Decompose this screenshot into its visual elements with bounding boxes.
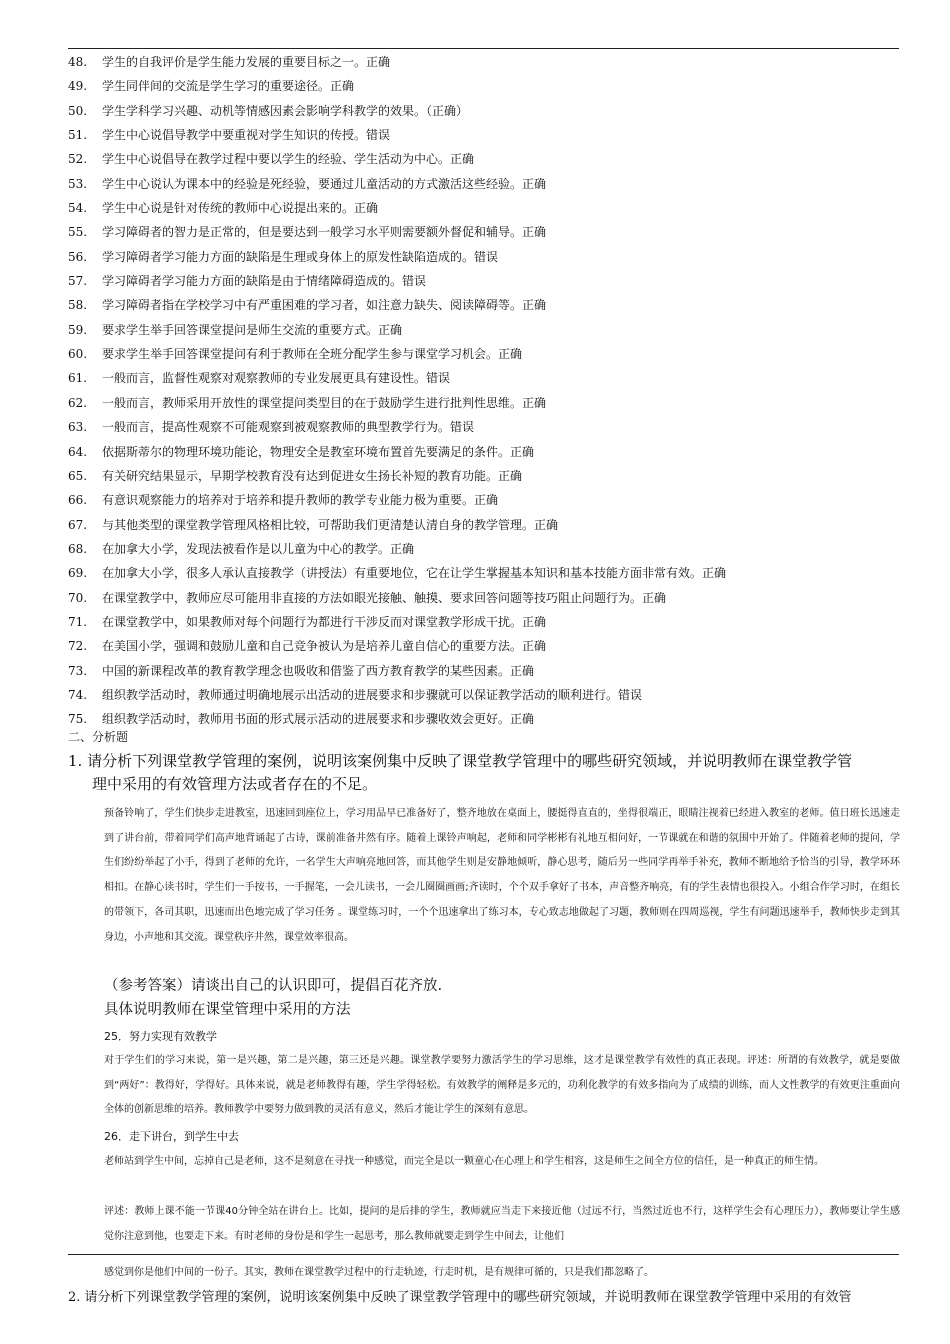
- item-number: 71.: [68, 614, 88, 629]
- item-number: 73.: [68, 663, 88, 678]
- list-item: [68, 415, 908, 439]
- item-text: 在美国小学，强调和鼓励儿童和自己竞争被认为是培养儿童自信心的重要方法。正确: [102, 639, 547, 654]
- list-item: [68, 391, 908, 415]
- item-text: 学生学科学习兴趣、动机等情感因素会影响学科教学的效果。（正确）: [102, 103, 469, 118]
- item-text: 在课堂教学中，教师应尽可能用非直接的方法如眼光接触、触摸、要求回答问题等技巧阻止问题行为。正确: [102, 590, 667, 605]
- item-number: 61.: [68, 371, 88, 386]
- item-text: 学生中心说是针对传统的教师中心说提出来的。正确: [102, 201, 379, 216]
- item-number: 60.: [68, 347, 88, 362]
- item-text: 一般而言，提高性观察不可能观察到被观察教师的典型教学行为。错误: [102, 420, 475, 435]
- item-text: 学生中心说倡导在教学过程中要以学生的经验、学生活动为中心。正确: [102, 152, 475, 167]
- list-item: [68, 464, 908, 488]
- item-text: 在加拿大小学，很多人承认直接教学（讲授法）有重要地位，它在让学生掌握基本知识和基本技能方面非常有效。正确: [102, 566, 727, 581]
- list-item: [68, 269, 908, 293]
- item-number: 72.: [68, 639, 88, 654]
- continued-text: 感觉到你是他们中间的一份子。其实，教师在课堂教学过程中的行走轨迹，行走时机，是有规律可循的，只是我们都忽略了。: [104, 1267, 654, 1278]
- item-text: 组织教学活动时，教师用书面的形式展示活动的进展要求和步骤收效会更好。正确: [102, 712, 535, 727]
- list-item: [68, 245, 908, 269]
- item-text: 要求学生举手回答课堂提问有利于教师在全班分配学生参与课堂学习机会。正确: [102, 347, 523, 362]
- page-break-rule: [68, 1254, 899, 1255]
- item-number: 68.: [68, 541, 88, 556]
- item-text: 有关研究结果显示，早期学校教育没有达到促进女生扬长补短的教育功能。正确: [102, 468, 523, 483]
- item-text: 学生同伴间的交流是学生学习的重要途径。正确: [102, 79, 355, 94]
- item-number: 51.: [68, 128, 88, 143]
- item-text: 一般而言，教师采用开放性的课堂提问类型目的在于鼓励学生进行批判性思维。正确: [102, 395, 547, 410]
- item-text: 学习障碍者学习能力方面的缺陷是生理或身体上的原发性缺陷造成的。错误: [102, 249, 499, 264]
- list-item: [68, 293, 908, 317]
- item-number: 55.: [68, 225, 88, 240]
- item-number: 67.: [68, 517, 88, 532]
- item-number: 53.: [68, 176, 88, 191]
- item-number: 59.: [68, 322, 88, 337]
- item-text: 学生中心说认为课本中的经验是死经验，要通过儿童活动的方式激活这些经验。正确: [102, 176, 547, 191]
- item-number: 64.: [68, 444, 88, 459]
- list-item: [68, 537, 908, 561]
- list-item: [68, 147, 908, 171]
- list-item: [68, 196, 908, 220]
- item-text: 在课堂教学中，如果教师对每个问题行为都进行干涉反而对课堂教学形成干扰。正确: [102, 614, 547, 629]
- question-1-line2: 理中采用的有效管理方法或者存在的不足。: [92, 775, 378, 793]
- list-item: [68, 440, 908, 464]
- item-text: 在加拿大小学，发现法被看作是以儿童为中心的教学。正确: [102, 541, 415, 556]
- list-item: [68, 610, 908, 634]
- item-number: 52.: [68, 152, 88, 167]
- list-item: [68, 366, 908, 390]
- method-title: 具体说明教师在课堂管理中采用的方法: [104, 1002, 351, 1018]
- item-text: 学习障碍者指在学校学习中有严重困难的学习者，如注意力缺失、阅读障碍等。正确: [102, 298, 547, 313]
- item-text: 中国的新课程改革的教育教学理念也吸收和借鉴了西方教育教学的某些因素。正确: [102, 663, 535, 678]
- item-number: 50.: [68, 103, 88, 118]
- item-number: 56.: [68, 249, 88, 264]
- list-item: [68, 50, 908, 74]
- subsection-25-text: 对于学生们的学习来说，第一是兴趣，第二是兴趣，第三还是兴趣。课堂教学要努力激活学生的学习思维，这才是课堂教学有效性的真正表现。评述：所谓的有效教学，就是要做到“两好”：教得好，学得好。具体来说，就是老师教得有趣，学生学得轻松。有效教学的阐释是多元的，功利化教学的有效多指向为了成绩的训练，而人文性教学的有效更注重面向全体的创新思维的培养。教师教学中要努力做到教的灵活有意义，然后才能让学生的深刻有意思。: [104, 1055, 900, 1116]
- item-number: 49.: [68, 79, 88, 94]
- list-item: [68, 659, 908, 683]
- item-number: 48.: [68, 55, 88, 69]
- item-text: 与其他类型的课堂教学管理风格相比较，可帮助我们更清楚认清自身的教学管理。正确: [102, 517, 559, 532]
- item-text: 学生中心说倡导教学中要重视对学生知识的传授。错误: [102, 128, 391, 143]
- list-item: [68, 683, 908, 707]
- item-number: 75.: [68, 712, 88, 727]
- item-text: 学生的自我评价是学生能力发展的重要目标之一。正确: [102, 55, 391, 69]
- item-text: 组织教学活动时，教师通过明确地展示出活动的进展要求和步骤就可以保证教学活动的顺利进行。错误: [102, 687, 643, 702]
- item-text: 依据斯蒂尔的物理环境功能论，物理安全是教室环境布置首先要满足的条件。正确: [102, 444, 535, 459]
- list-item: [68, 220, 908, 244]
- item-number: 62.: [68, 395, 88, 410]
- item-text: 学习障碍者学习能力方面的缺陷是由于情绪障碍造成的。错误: [102, 274, 427, 289]
- list-item: [68, 707, 908, 731]
- item-number: 69.: [68, 566, 88, 581]
- top-rule: [68, 48, 899, 49]
- item-number: 63.: [68, 420, 88, 435]
- item-number: 58.: [68, 298, 88, 313]
- section-heading: 二、分析题: [68, 730, 129, 744]
- true-false-list: [68, 50, 908, 732]
- list-item: [68, 586, 908, 610]
- case-paragraph: 预备铃响了，学生们快步走进教室，迅速回到座位上，学习用品早已准备好了，整齐地放在桌面上，腰挺得直直的，坐得很端正，眼睛注视着已经进入教室的老师。值日班长迅速走到了讲台前，带着同学们高声地背诵起了古诗，课前准备井然有序。随着上课铃声响起，老师和同学彬彬有礼地互相问好，一节课就在和谐的氛围中开始了。伴随着老师的提问，学生们纷纷举起了小手，得到了老师的允许，一名学生大声响亮地回答，而其他学生则是安静地倾听，静心思考，随后另一些同学再举手补充，教师不断地给予恰当的引导，教学环环相扣。在静心读书时，学生们一手按书，一手握笔，一会儿读书，一会儿圈圈画画;齐读时，个个双手拿好了书本，声音整齐响亮，有的学生表情也很投入。小组合作学习时，在组长的带领下，各司其职，迅速而出色地完成了学习任务 。课堂练习时，一个个迅速拿出了练习本，专心致志地做起了习题，教师则在四周巡视，学生有问题迅速举手，教师快步走到其身边，小声地和其交流。课堂秩序井然，课堂效率很高。: [104, 808, 900, 943]
- list-item: [68, 342, 908, 366]
- item-number: 57.: [68, 274, 88, 289]
- list-item: [68, 123, 908, 147]
- item-text: 学习障碍者的智力是正常的，但是要达到一般学习水平则需要额外督促和辅导。正确: [102, 225, 547, 240]
- list-item: [68, 561, 908, 585]
- item-number: 65.: [68, 468, 88, 483]
- list-item: [68, 74, 908, 98]
- item-number: 54.: [68, 201, 88, 216]
- list-item: [68, 513, 908, 537]
- list-item: [68, 318, 908, 342]
- item-text: 一般而言，监督性观察对观察教师的专业发展更具有建设性。错误: [102, 371, 451, 386]
- subsection-26-title: 26．走下讲台，到学生中去: [104, 1130, 239, 1143]
- list-item: [68, 99, 908, 123]
- list-item: [68, 172, 908, 196]
- subsection-26-text: 老师站到学生中间，忘掉自己是老师，这不是刻意在寻找一种感觉，而完全是以一颗童心在心理上和学生相容，这是师生之间全方位的信任，是一种真正的师生情。: [104, 1156, 824, 1167]
- item-number: 70.: [68, 590, 88, 605]
- reference-answer: （参考答案）请谈出自己的认识即可，提倡百花齐放.: [104, 978, 443, 994]
- question-2-line1: 2. 请分析下列课堂教学管理的案例，说明该案例集中反映了课堂教学管理中的哪些研究领域，并说明教师在课堂教学管理中采用的有效管: [68, 1290, 852, 1305]
- item-number: 74.: [68, 687, 88, 702]
- list-item: [68, 634, 908, 658]
- item-number: 66.: [68, 493, 88, 508]
- subsection-25-title: 25．努力实现有效教学: [104, 1030, 217, 1043]
- subsection-26-comment: 评述：教师上课不能一节课40分钟全站在讲台上。比如，提问的是后排的学生，教师就应当走下来接近他（过远不行，当然过近也不行，这样学生会有心理压力），教师要让学生感觉你注意到他，也要走下来。有时老师的身份是和学生一起思考，那么教师就要走到学生中间去，让他们: [104, 1206, 900, 1242]
- list-item: [68, 488, 908, 512]
- item-text: 有意识观察能力的培养对于培养和提升教师的教学专业能力极为重要。正确: [102, 493, 499, 508]
- item-text: 要求学生举手回答课堂提问是师生交流的重要方式。正确: [102, 322, 403, 337]
- question-2: [68, 1286, 904, 1309]
- question-1-line1: 1. 请分析下列课堂教学管理的案例，说明该案例集中反映了课堂教学管理中的哪些研究领域，并说明教师在课堂教学管: [68, 752, 853, 770]
- question-1: [68, 750, 904, 796]
